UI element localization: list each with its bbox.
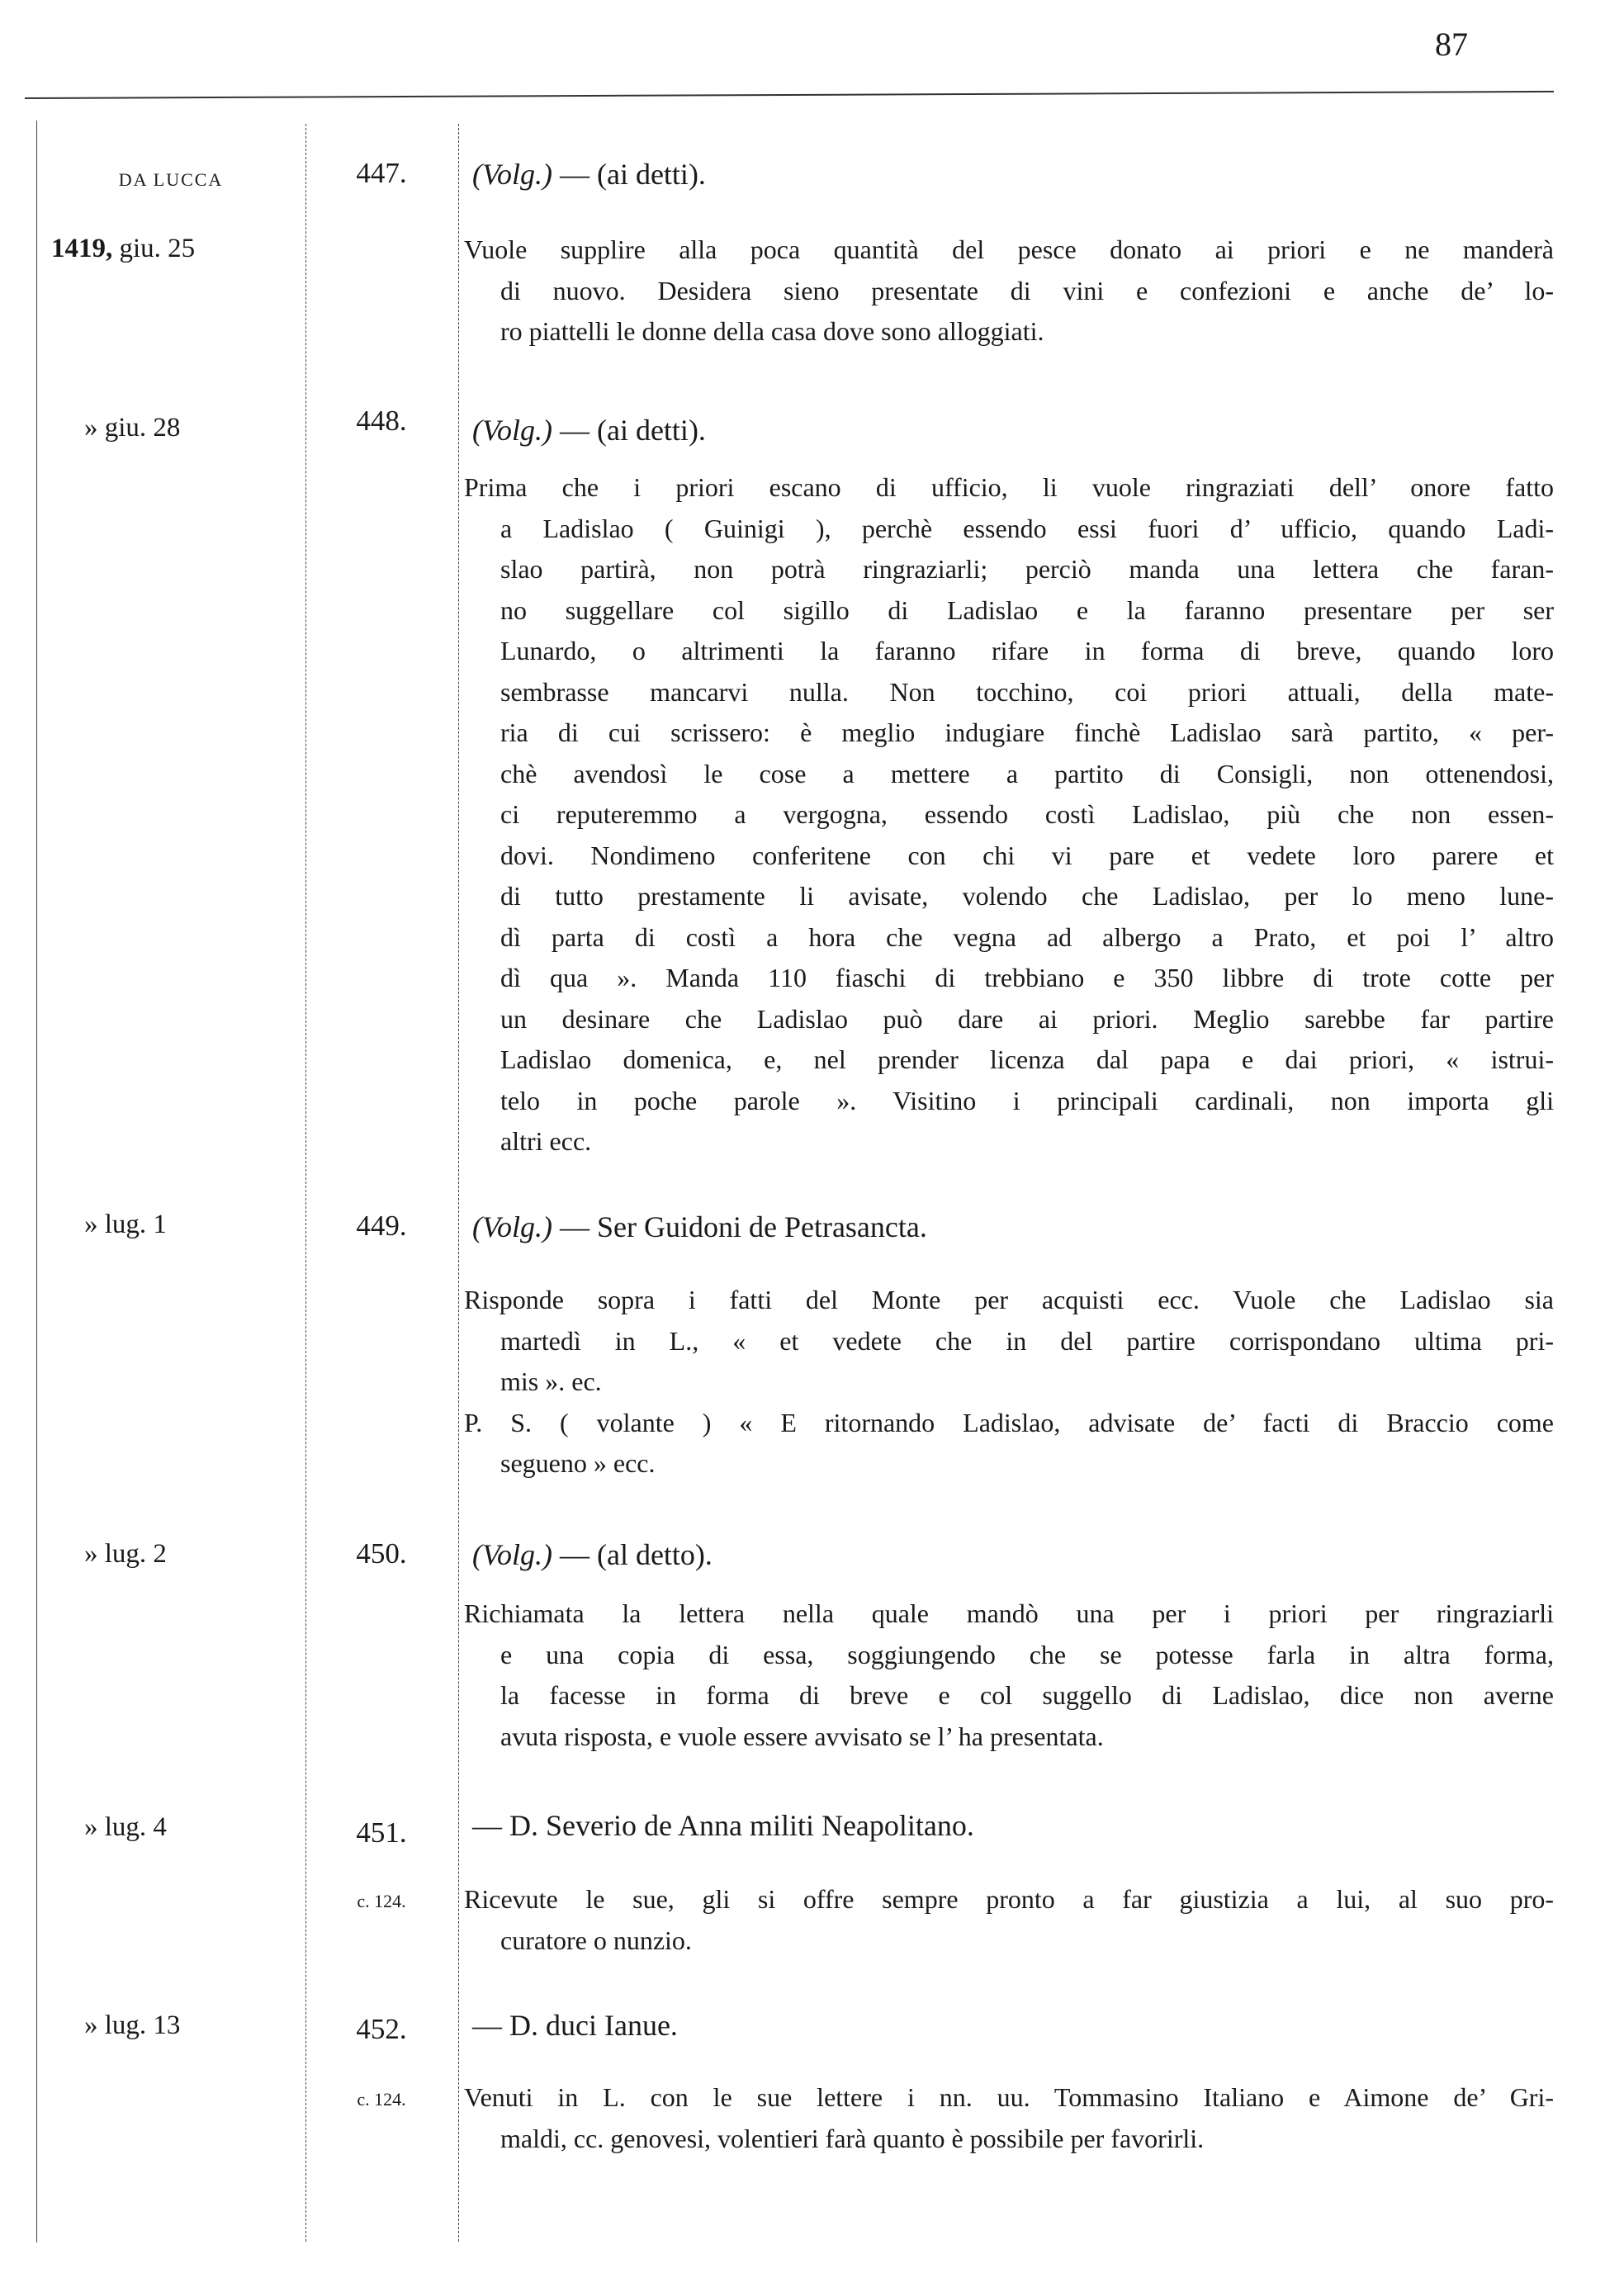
- entry-heading-volg: (Volg.): [472, 1210, 552, 1243]
- body-line: chè avendosì le cose a mettere a partito di Consigli, non ottenendosi,: [500, 758, 1554, 788]
- left-border-rule: [36, 121, 37, 2242]
- body-line: P. S. ( volante ) « E ritornando Ladislao, advisate de’ facti di Braccio come: [464, 1407, 1554, 1437]
- entry-heading-recipient: — Ser Guidoni de Petrasancta.: [552, 1210, 927, 1243]
- entry-heading-recipient: — (al detto).: [552, 1538, 713, 1571]
- entry-date: » lug. 4: [84, 1812, 167, 1842]
- body-line: maldi, cc. genovesi, volentieri farà quanto è possibile per favorirli.: [500, 2123, 1205, 2153]
- entry-heading-volg: (Volg.): [472, 1538, 552, 1571]
- body-line: a Ladislao ( Guinigi ), perchè essendo essi fuori d’ ufficio, quando Ladi-: [500, 513, 1554, 543]
- entry-date-text: giu. 25: [112, 234, 196, 263]
- entry-body: [464, 467, 1554, 1163]
- body-line: e una copia di essa, soggiungendo che se potesse farla in altra forma,: [500, 1639, 1554, 1669]
- body-line: la facesse in forma di breve e col suggello di Ladislao, dice non averne: [500, 1680, 1554, 1710]
- entry-date: [51, 234, 299, 264]
- entry-heading-recipient: — (ai detti).: [552, 414, 706, 447]
- entry-number: 451.: [356, 1816, 407, 1849]
- entry-heading: [472, 1808, 974, 1843]
- body-line: mis ». ec.: [500, 1366, 602, 1396]
- entry-heading-volg: (Volg.): [472, 158, 552, 191]
- body-line: Venuti in L. con le sue lettere i nn. uu. Tommasino Italiano e Aimone de’ Gri-: [464, 2082, 1554, 2112]
- body-line: Richiamata la lettera nella quale mandò una per i priori per ringraziarli: [464, 1598, 1554, 1628]
- body-line: ro piattelli le donne della casa dove sono alloggiati.: [500, 316, 1044, 346]
- body-line: curatore o nunzio.: [500, 1925, 692, 1955]
- entry-number: 449.: [356, 1210, 407, 1242]
- body-line: slao partirà, non potrà ringraziarli; perciò manda una lettera che faran-: [500, 554, 1554, 584]
- header-rule: [25, 91, 1554, 99]
- entry-date: » lug. 13: [84, 2010, 181, 2040]
- body-line: avuta risposta, e vuole essere avvisato se l’ ha presentata.: [500, 1721, 1104, 1751]
- body-line: telo in poche parole ». Visitino i principali cardinali, non importa gli: [500, 1085, 1554, 1115]
- entry-heading-volg: (Volg.): [472, 414, 552, 447]
- entry-date: » lug. 2: [84, 1539, 167, 1569]
- body-line: Prima che i priori escano di ufficio, li vuole ringraziati dell’ onore fatto: [464, 472, 1554, 502]
- entry-body: [464, 1593, 1554, 1757]
- body-line: no suggellare col sigillo di Ladislao e la faranno presentare per ser: [500, 594, 1554, 625]
- body-line: Risponde sopra i fatti del Monte per acquisti ecc. Vuole che Ladislao sia: [464, 1285, 1554, 1314]
- body-line: di nuovo. Desidera sieno presentate di vini e confezioni e anche de’ lo-: [500, 275, 1554, 305]
- entry-heading-recipient: — (ai detti).: [552, 158, 706, 191]
- entry-heading: [472, 157, 706, 192]
- entry-number: 447.: [356, 157, 407, 189]
- body-line: dì parta di costì a hora che vegna ad albergo a Prato, et poi l’ altro: [500, 921, 1554, 952]
- entry-number: 450.: [356, 1537, 407, 1570]
- body-line: Ricevute le sue, gli si offre sempre pronto a far giustizia a lui, al suo pro-: [464, 1884, 1554, 1914]
- entry-year: 1419,: [51, 234, 113, 263]
- body-line: di tutto prestamente li avisate, volendo che Ladislao, per lo meno lune-: [500, 881, 1554, 911]
- body-line: ci reputeremmo a vergogna, essendo costì Ladislao, più che non essen-: [500, 799, 1554, 829]
- entry-body: [464, 1879, 1554, 1961]
- entry-body: [464, 1280, 1554, 1485]
- entry-number: 452.: [356, 2013, 407, 2045]
- body-line: sembrasse mancarvi nulla. Non tocchino, coi priori attuali, della mate-: [500, 676, 1554, 707]
- entry-heading: [472, 1210, 927, 1244]
- entry-date: » lug. 1: [84, 1210, 167, 1239]
- entry-heading-recipient: — D. Severio de Anna militi Neapolitano.: [472, 1809, 974, 1842]
- entry-heading: [472, 2008, 678, 2043]
- entry-carta: c. 124.: [357, 2089, 406, 2110]
- entry-carta: c. 124.: [357, 1891, 406, 1911]
- entry-body: [464, 2077, 1554, 2159]
- body-line: altri ecc.: [500, 1126, 592, 1156]
- place-header: DA LUCCA: [118, 169, 224, 190]
- body-line: martedì in L., « et vedete che in del partire corrispondano ultima pri-: [500, 1325, 1554, 1356]
- body-line: un desinare che Ladislao può dare ai priori. Meglio sarebbe far partire: [500, 1003, 1554, 1034]
- entry-heading-recipient: — D. duci Ianue.: [472, 2009, 678, 2042]
- entry-heading: [472, 413, 706, 447]
- body-line: Ladislao domenica, e, nel prender licenza dal papa e dai priori, « istrui-: [500, 1044, 1554, 1074]
- body-line: ria di cui scrissero: è meglio indugiare finchè Ladislao sarà partito, « per-: [500, 717, 1554, 747]
- entry-date: » giu. 28: [84, 413, 181, 443]
- body-line: dovi. Nondimeno conferitene con chi vi pare et vedete loro parere et: [500, 840, 1554, 870]
- body-line: dì qua ». Manda 110 fiaschi di trebbiano e 350 libbre di trote cotte per: [500, 963, 1554, 992]
- page-number: 87: [1435, 26, 1468, 63]
- entry-number: 448.: [356, 405, 407, 437]
- body-line: Lunardo, o altrimenti la faranno rifare in forma di breve, quando loro: [500, 636, 1554, 665]
- entry-heading: [472, 1537, 713, 1572]
- entry-body: [464, 230, 1554, 353]
- body-line: segueno » ecc.: [500, 1448, 656, 1478]
- number-column-divider: [458, 124, 459, 2242]
- body-line: Vuole supplire alla poca quantità del pesce donato ai priori e ne manderà: [464, 234, 1554, 264]
